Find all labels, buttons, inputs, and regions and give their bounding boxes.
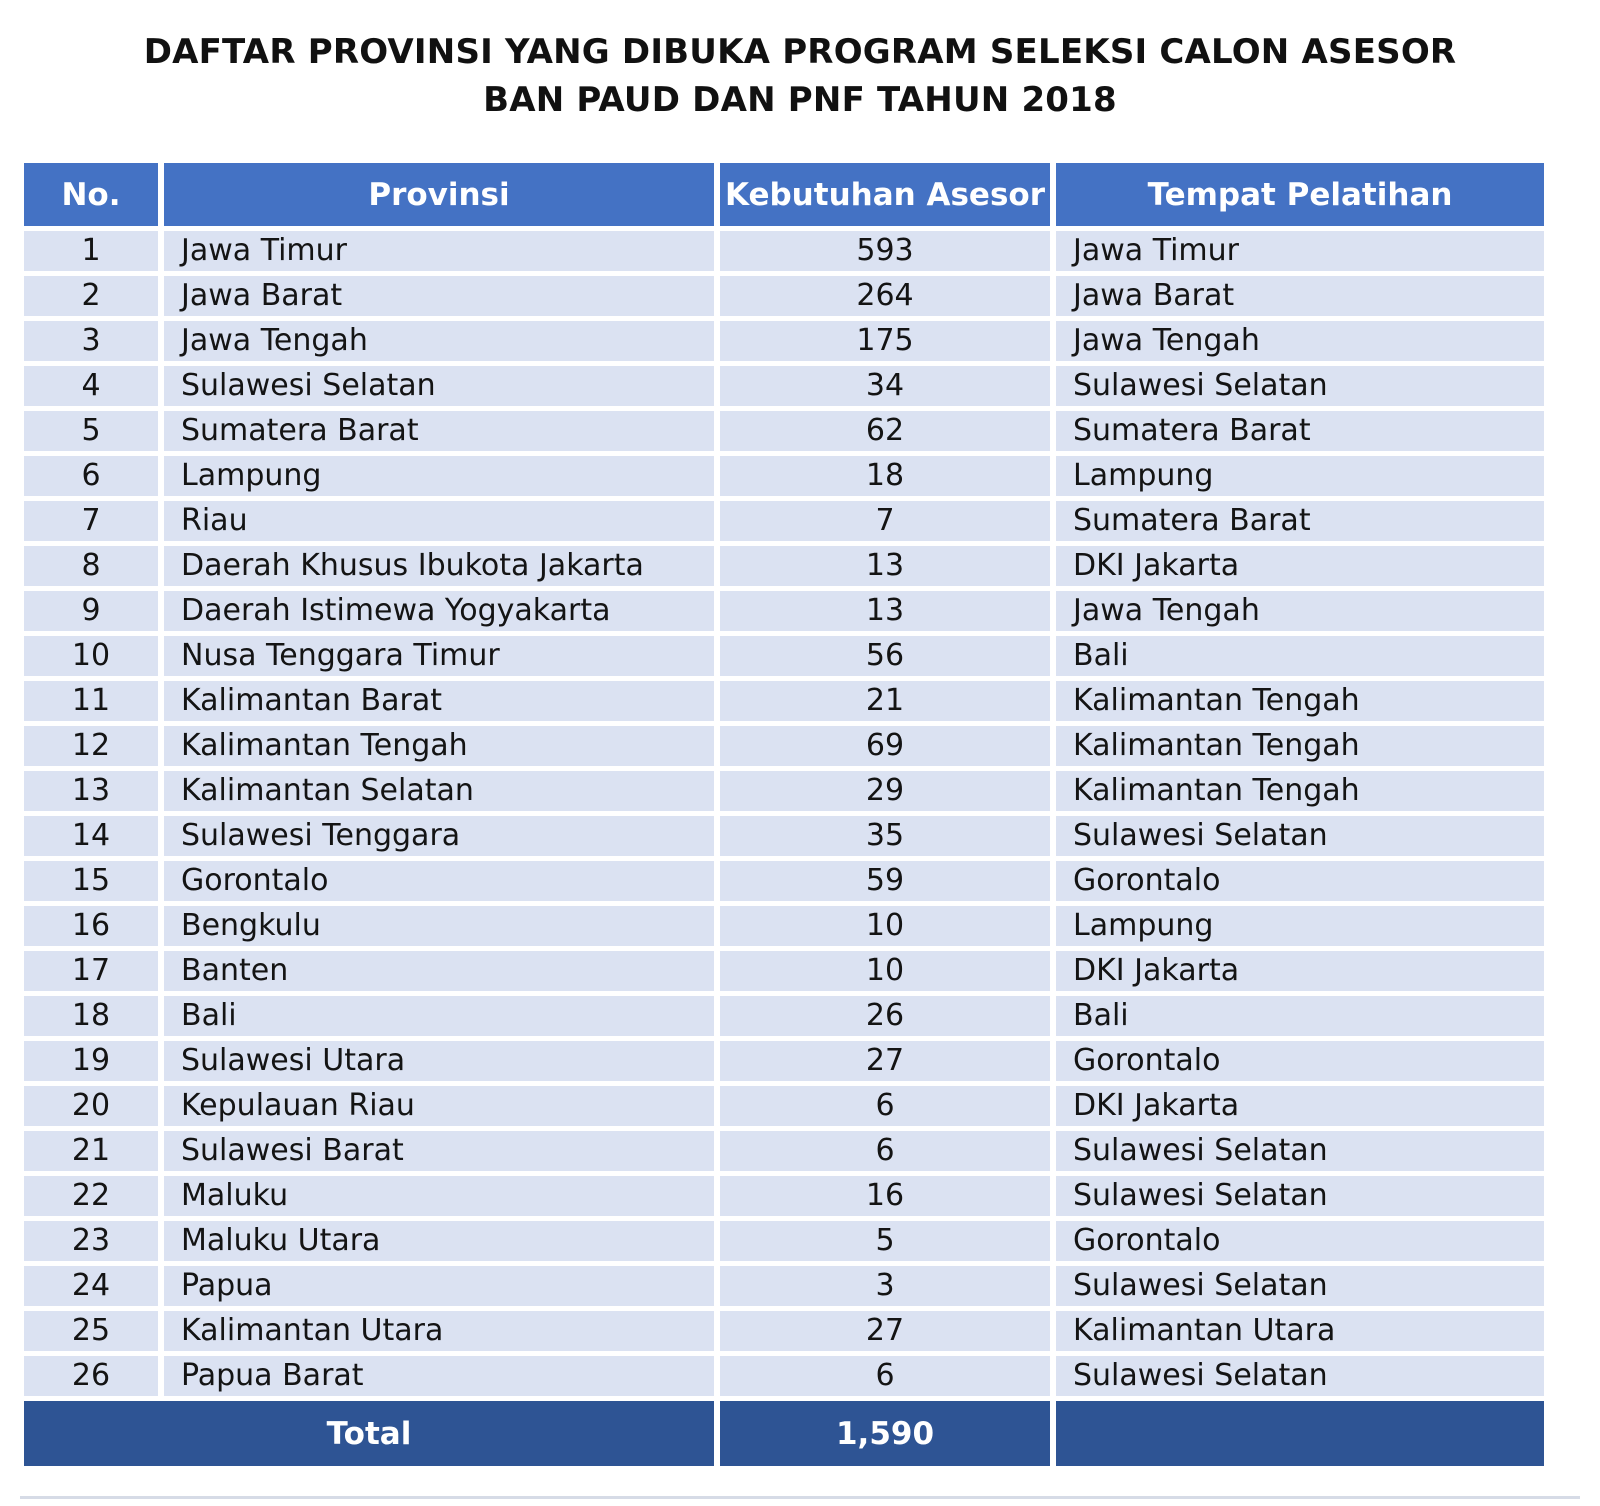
cell-provinsi: Riau	[164, 501, 714, 541]
table-row	[24, 1221, 1544, 1261]
cell-no: 6	[24, 456, 158, 496]
cell-kebutuhan: 34	[720, 366, 1050, 406]
cell-kebutuhan: 264	[720, 276, 1050, 316]
cell-no: 24	[24, 1266, 158, 1306]
cell-no: 7	[24, 501, 158, 541]
cell-provinsi: Jawa Tengah	[164, 321, 714, 361]
cell-provinsi: Jawa Timur	[164, 231, 714, 271]
cell-provinsi: Sulawesi Utara	[164, 1041, 714, 1081]
cell-tempat: Bali	[1056, 996, 1544, 1036]
cell-tempat: Lampung	[1056, 906, 1544, 946]
cell-tempat: DKI Jakarta	[1056, 1086, 1544, 1126]
cell-provinsi: Sulawesi Selatan	[164, 366, 714, 406]
table-row	[24, 636, 1544, 676]
cell-kebutuhan: 13	[720, 546, 1050, 586]
cell-kebutuhan: 7	[720, 501, 1050, 541]
cell-tempat: Gorontalo	[1056, 861, 1544, 901]
cell-tempat: Sumatera Barat	[1056, 411, 1544, 451]
cell-provinsi: Bali	[164, 996, 714, 1036]
total-row	[24, 1401, 1544, 1466]
total-empty-cell	[1056, 1401, 1544, 1466]
table-row	[24, 1176, 1544, 1216]
cell-kebutuhan: 62	[720, 411, 1050, 451]
cell-tempat: DKI Jakarta	[1056, 951, 1544, 991]
document-title	[0, 28, 1600, 124]
cell-kebutuhan: 10	[720, 906, 1050, 946]
cell-tempat: Sulawesi Selatan	[1056, 366, 1544, 406]
cell-kebutuhan: 56	[720, 636, 1050, 676]
table-row	[24, 1356, 1544, 1396]
province-table	[18, 158, 1550, 1471]
cell-no: 1	[24, 231, 158, 271]
table-row	[24, 321, 1544, 361]
cell-no: 19	[24, 1041, 158, 1081]
cell-provinsi: Kalimantan Barat	[164, 681, 714, 721]
cell-kebutuhan: 5	[720, 1221, 1050, 1261]
total-label: Total	[24, 1401, 714, 1466]
title-line-2: BAN PAUD DAN PNF TAHUN 2018	[483, 80, 1117, 120]
table-header-row	[24, 163, 1544, 226]
cell-no: 20	[24, 1086, 158, 1126]
cell-kebutuhan: 18	[720, 456, 1050, 496]
cell-no: 26	[24, 1356, 158, 1396]
cell-kebutuhan: 59	[720, 861, 1050, 901]
cell-provinsi: Sulawesi Barat	[164, 1131, 714, 1171]
cell-provinsi: Kepulauan Riau	[164, 1086, 714, 1126]
cell-kebutuhan: 26	[720, 996, 1050, 1036]
cell-tempat: Gorontalo	[1056, 1041, 1544, 1081]
cell-no: 10	[24, 636, 158, 676]
table-row	[24, 366, 1544, 406]
table-row	[24, 861, 1544, 901]
table-row	[24, 726, 1544, 766]
cell-tempat: Jawa Tengah	[1056, 321, 1544, 361]
cell-provinsi: Daerah Khusus Ibukota Jakarta	[164, 546, 714, 586]
cell-provinsi: Sumatera Barat	[164, 411, 714, 451]
cell-tempat: Gorontalo	[1056, 1221, 1544, 1261]
cell-no: 22	[24, 1176, 158, 1216]
table-row	[24, 816, 1544, 856]
cell-provinsi: Papua	[164, 1266, 714, 1306]
cell-provinsi: Papua Barat	[164, 1356, 714, 1396]
cell-tempat: Kalimantan Tengah	[1056, 771, 1544, 811]
cell-provinsi: Daerah Istimewa Yogyakarta	[164, 591, 714, 631]
cell-tempat: Sulawesi Selatan	[1056, 1356, 1544, 1396]
table-row	[24, 951, 1544, 991]
cell-provinsi: Banten	[164, 951, 714, 991]
cell-tempat: Sulawesi Selatan	[1056, 1131, 1544, 1171]
cell-no: 9	[24, 591, 158, 631]
cell-provinsi: Kalimantan Tengah	[164, 726, 714, 766]
cell-kebutuhan: 6	[720, 1086, 1050, 1126]
cell-no: 15	[24, 861, 158, 901]
cell-kebutuhan: 3	[720, 1266, 1050, 1306]
cell-kebutuhan: 6	[720, 1131, 1050, 1171]
cell-no: 8	[24, 546, 158, 586]
cell-kebutuhan: 175	[720, 321, 1050, 361]
cell-tempat: Sumatera Barat	[1056, 501, 1544, 541]
cell-no: 3	[24, 321, 158, 361]
table-row	[24, 501, 1544, 541]
cell-kebutuhan: 13	[720, 591, 1050, 631]
cell-tempat: Kalimantan Utara	[1056, 1311, 1544, 1351]
total-value: 1,590	[720, 1401, 1050, 1466]
cell-tempat: Kalimantan Tengah	[1056, 681, 1544, 721]
cell-kebutuhan: 27	[720, 1311, 1050, 1351]
cell-tempat: Bali	[1056, 636, 1544, 676]
cell-kebutuhan: 593	[720, 231, 1050, 271]
cell-tempat: Jawa Timur	[1056, 231, 1544, 271]
cell-tempat: DKI Jakarta	[1056, 546, 1544, 586]
cell-provinsi: Maluku Utara	[164, 1221, 714, 1261]
cell-no: 13	[24, 771, 158, 811]
cell-no: 2	[24, 276, 158, 316]
table-row	[24, 996, 1544, 1036]
cell-tempat: Sulawesi Selatan	[1056, 816, 1544, 856]
table-row	[24, 1086, 1544, 1126]
cell-provinsi: Lampung	[164, 456, 714, 496]
cell-no: 23	[24, 1221, 158, 1261]
table-row	[24, 681, 1544, 721]
table-row	[24, 411, 1544, 451]
cell-kebutuhan: 69	[720, 726, 1050, 766]
cell-provinsi: Maluku	[164, 1176, 714, 1216]
cell-no: 21	[24, 1131, 158, 1171]
table-row	[24, 1041, 1544, 1081]
cell-no: 25	[24, 1311, 158, 1351]
cell-tempat: Jawa Barat	[1056, 276, 1544, 316]
cell-tempat: Lampung	[1056, 456, 1544, 496]
table-row	[24, 771, 1544, 811]
bottom-divider	[20, 1496, 1580, 1499]
table-row	[24, 1266, 1544, 1306]
title-line-1: DAFTAR PROVINSI YANG DIBUKA PROGRAM SELEKSI CALON ASESOR	[143, 32, 1457, 72]
cell-provinsi: Kalimantan Utara	[164, 1311, 714, 1351]
table-row	[24, 546, 1544, 586]
cell-kebutuhan: 21	[720, 681, 1050, 721]
cell-provinsi: Jawa Barat	[164, 276, 714, 316]
cell-provinsi: Bengkulu	[164, 906, 714, 946]
cell-kebutuhan: 6	[720, 1356, 1050, 1396]
cell-provinsi: Gorontalo	[164, 861, 714, 901]
table-row	[24, 456, 1544, 496]
cell-no: 4	[24, 366, 158, 406]
cell-kebutuhan: 29	[720, 771, 1050, 811]
cell-no: 5	[24, 411, 158, 451]
cell-no: 17	[24, 951, 158, 991]
cell-kebutuhan: 10	[720, 951, 1050, 991]
header-kebutuhan-asesor: Kebutuhan Asesor	[720, 163, 1050, 226]
cell-tempat: Sulawesi Selatan	[1056, 1176, 1544, 1216]
table-row	[24, 1311, 1544, 1351]
table-row	[24, 591, 1544, 631]
table-row	[24, 906, 1544, 946]
table-row	[24, 231, 1544, 271]
header-no: No.	[24, 163, 158, 226]
cell-provinsi: Nusa Tenggara Timur	[164, 636, 714, 676]
cell-no: 14	[24, 816, 158, 856]
cell-no: 18	[24, 996, 158, 1036]
header-provinsi: Provinsi	[164, 163, 714, 226]
cell-kebutuhan: 35	[720, 816, 1050, 856]
cell-tempat: Sulawesi Selatan	[1056, 1266, 1544, 1306]
cell-no: 16	[24, 906, 158, 946]
header-tempat-pelatihan: Tempat Pelatihan	[1056, 163, 1544, 226]
cell-kebutuhan: 16	[720, 1176, 1050, 1216]
table-row	[24, 276, 1544, 316]
cell-kebutuhan: 27	[720, 1041, 1050, 1081]
cell-provinsi: Kalimantan Selatan	[164, 771, 714, 811]
cell-tempat: Jawa Tengah	[1056, 591, 1544, 631]
cell-no: 12	[24, 726, 158, 766]
table-row	[24, 1131, 1544, 1171]
cell-no: 11	[24, 681, 158, 721]
cell-tempat: Kalimantan Tengah	[1056, 726, 1544, 766]
cell-provinsi: Sulawesi Tenggara	[164, 816, 714, 856]
